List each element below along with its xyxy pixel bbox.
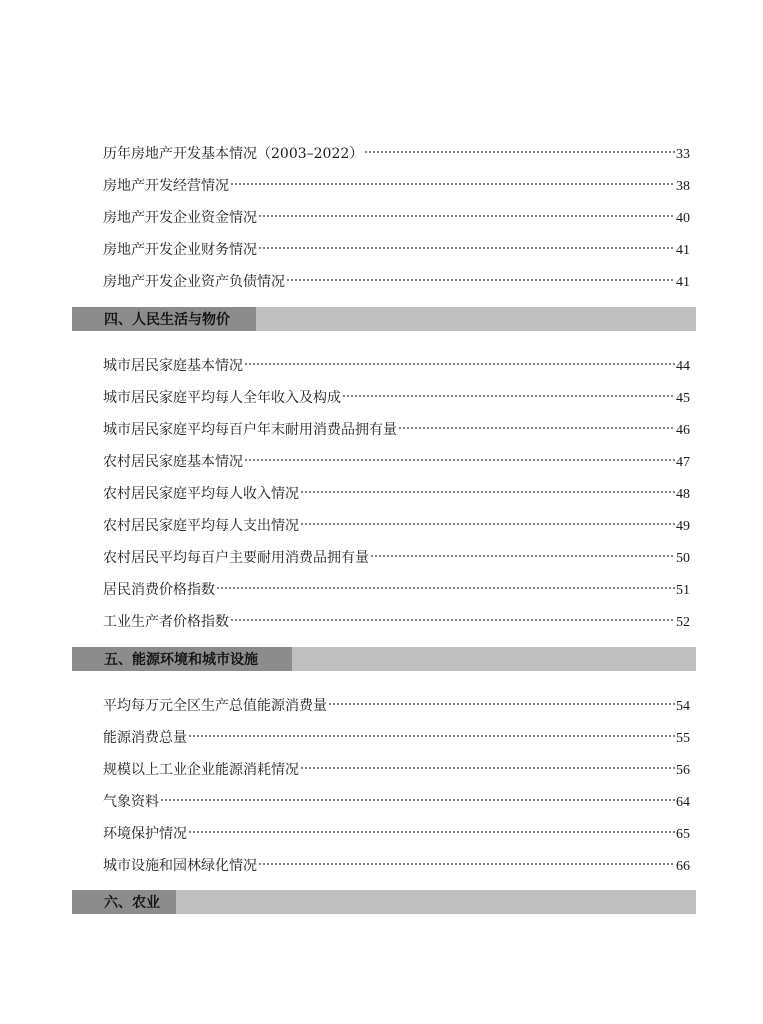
dot-leader <box>230 168 675 190</box>
toc-entry-title: 环境保护情况 <box>103 826 187 842</box>
toc-entry[interactable] <box>103 572 690 598</box>
toc-entry-title: 农村居民家庭基本情况 <box>103 454 243 470</box>
toc-entry[interactable] <box>103 784 690 810</box>
toc-entry-page: 65 <box>676 827 690 842</box>
toc-entry-title: 规模以上工业企业能源消耗情况 <box>103 762 299 778</box>
toc-entry[interactable] <box>103 264 690 290</box>
dot-leader <box>300 752 675 774</box>
toc-entry-title: 能源消费总量 <box>103 730 187 746</box>
toc-entry-title: 平均每万元全区生产总值能源消费量 <box>103 698 327 714</box>
toc-entry[interactable] <box>103 688 690 714</box>
toc-entry[interactable] <box>103 232 690 258</box>
toc-entry-title: 历年房地产开发基本情况（2003–2022） <box>103 146 364 162</box>
toc-entry-title: 气象资料 <box>103 794 159 810</box>
toc-entry-page: 44 <box>676 359 690 374</box>
dot-leader <box>258 200 675 222</box>
toc-entry-title: 农村居民平均每百户主要耐用消费品拥有量 <box>103 550 369 566</box>
dot-leader <box>160 784 675 806</box>
dot-leader <box>370 540 675 562</box>
toc-entry[interactable] <box>103 200 690 226</box>
toc-entry[interactable] <box>103 540 690 566</box>
toc-entry-page: 41 <box>676 243 690 258</box>
dot-leader <box>258 848 675 870</box>
toc-entry[interactable] <box>103 348 690 374</box>
toc-entry-page: 40 <box>676 211 690 226</box>
toc-entry-page: 56 <box>676 763 690 778</box>
toc-entry-page: 52 <box>676 615 690 630</box>
dot-leader <box>244 444 675 466</box>
section-header-label-box <box>72 307 256 331</box>
toc-entry-page: 41 <box>676 275 690 290</box>
section-header-bar <box>72 307 696 331</box>
toc-entry-page: 49 <box>676 519 690 534</box>
toc-entry-title: 城市居民家庭基本情况 <box>103 358 243 374</box>
dot-leader <box>230 604 675 626</box>
section-header-bar <box>72 890 696 914</box>
toc-entry[interactable] <box>103 380 690 406</box>
toc-entry-page: 54 <box>676 699 690 714</box>
dot-leader <box>286 264 675 286</box>
toc-entry-title: 房地产开发企业资产负债情况 <box>103 274 285 290</box>
section-header-label-box <box>72 890 176 914</box>
dot-leader <box>300 476 675 498</box>
toc-entry-title: 房地产开发企业资金情况 <box>103 210 257 226</box>
dot-leader <box>398 412 675 434</box>
toc-entry-page: 47 <box>676 455 690 470</box>
dot-leader <box>300 508 675 530</box>
toc-entry[interactable] <box>103 720 690 746</box>
toc-entry-page: 38 <box>676 179 690 194</box>
toc-entry[interactable] <box>103 476 690 502</box>
toc-entry-title: 工业生产者价格指数 <box>103 614 229 630</box>
toc-entry-page: 48 <box>676 487 690 502</box>
dot-leader <box>328 688 675 710</box>
toc-entry-title: 居民消费价格指数 <box>103 582 215 598</box>
dot-leader <box>188 720 675 742</box>
dot-leader <box>188 816 675 838</box>
toc-entry[interactable] <box>103 412 690 438</box>
section-header-bar <box>72 647 696 671</box>
toc-entry-page: 55 <box>676 731 690 746</box>
dot-leader <box>342 380 675 402</box>
dot-leader <box>364 136 675 158</box>
toc-entry-page: 33 <box>676 147 690 162</box>
section-header-title: 五、能源环境和城市设施 <box>104 652 258 668</box>
toc-entry[interactable] <box>103 752 690 778</box>
section-header-title: 六、农业 <box>104 895 160 911</box>
toc-entry-title: 农村居民家庭平均每人收入情况 <box>103 486 299 502</box>
dot-leader <box>216 572 675 594</box>
toc-entry[interactable] <box>103 508 690 534</box>
dot-leader <box>258 232 675 254</box>
toc-entry-page: 64 <box>676 795 690 810</box>
toc-entry-title: 城市设施和园林绿化情况 <box>103 858 257 874</box>
toc-entry-title: 农村居民家庭平均每人支出情况 <box>103 518 299 534</box>
dot-leader <box>244 348 675 370</box>
toc-entry-page: 45 <box>676 391 690 406</box>
section-header-label-box <box>72 647 292 671</box>
toc-entry-title: 城市居民家庭平均每百户年末耐用消费品拥有量 <box>103 422 397 438</box>
toc-entry-title: 城市居民家庭平均每人全年收入及构成 <box>103 390 341 406</box>
section-header-title: 四、人民生活与物价 <box>104 312 230 328</box>
toc-entry-page: 50 <box>676 551 690 566</box>
toc-entry-page: 66 <box>676 859 690 874</box>
toc-entry[interactable] <box>103 168 690 194</box>
toc-entry-page: 46 <box>676 423 690 438</box>
toc-entry[interactable] <box>103 444 690 470</box>
toc-entry-page: 51 <box>676 583 690 598</box>
toc-entry[interactable] <box>103 604 690 630</box>
toc-entry-title: 房地产开发经营情况 <box>103 178 229 194</box>
toc-entry-title: 房地产开发企业财务情况 <box>103 242 257 258</box>
toc-entry[interactable] <box>103 848 690 874</box>
toc-entry[interactable] <box>103 816 690 842</box>
toc-entry[interactable] <box>103 136 690 162</box>
